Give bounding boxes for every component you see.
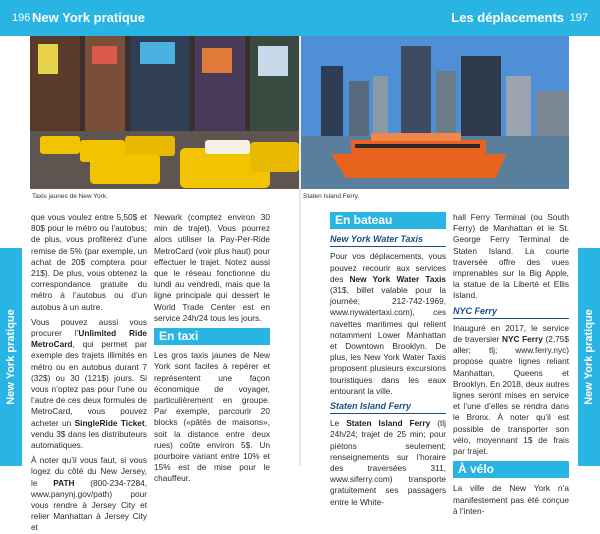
- bike-paragraph: La ville de New York n’a manifestement pas été conçue à l’inten-: [453, 483, 569, 516]
- left-column-2: [154, 212, 270, 484]
- staten-ferry-subheading: Staten Island Ferry: [330, 401, 446, 414]
- water-taxis-subheading: New York Water Taxis: [330, 234, 446, 247]
- right-page-title: Les déplacements: [451, 10, 564, 25]
- newark-paragraph: Newark (comptez environ 30 min de trajet). Vous pourrez alors utiliser la Pay-Per-Ride MetroCard (voir plus haut) pour effectuer le trajet. Notez aussi que le réseau fonctionne du lundi au vendredi, mais que la ligne principale qui dessert le World Trade Center est en service 24h/24 tous les jours.: [154, 212, 270, 323]
- ferry-photo: [301, 36, 569, 189]
- left-side-tab: [0, 248, 22, 466]
- right-side-tab: [578, 248, 600, 466]
- taxi-photo: [30, 36, 299, 189]
- right-side-tab-label: New York pratique: [583, 309, 595, 405]
- staten-ferry-paragraph: Le Staten Island Ferry (tlj 24h/24; trajet de 25 min; pour piétons seulement; renseignements sur l’horaire des traversées 311, www.siferry.com) transporte gratuitement ses passagers entre le White-: [330, 418, 446, 507]
- nyc-ferry-paragraph: Inauguré en 2017, le service de traversier NYC Ferry (2,75$ aller; tlj; www.ferry.nyc) propose quatre lignes reliant Manhattan, Queens et Brooklyn. En 2018, deux autres lignes seront mises en service et l’une d’elles se rendra dans le Bronx. À noter qu’il est possible de transporter son vélo, moyennant 1$ de frais par trajet.: [453, 322, 569, 457]
- page-gutter: [299, 36, 301, 466]
- left-column-1: [31, 212, 148, 533]
- ferry-photo-caption: Staten Island Ferry.: [303, 193, 360, 200]
- right-column-1: [330, 212, 446, 507]
- taxi-photo-caption: Taxis jaunes de New York.: [32, 193, 108, 200]
- path-paragraph: À noter qu’il vous faut, si vous logez du côté du New Jersey, le PATH (800-234-7284, www.panynj.gov/path) pour vous rendre à Jersey City et relier Manhattan à Jersey City et: [31, 455, 148, 533]
- water-taxis-paragraph: Pour vos déplacements, vous pouvez recourir aux services des New York Water Taxis (31$, billet valable pour la journée; 212-742-1969, www.nywatertaxi.com), ces navettes maritimes qui relient notamment Lower Manhattan et Downtown Brooklyn. De plus, les New York Water Taxis proposent plusieurs excursions touristiques dans les eaux entourant la ville.: [330, 251, 446, 396]
- left-page-title: New York pratique: [32, 10, 145, 25]
- taxi-paragraph: Les gros taxis jaunes de New York sont faciles à repérer et représentent une façon économique de voyager, particulièrement en groupe. Par exemple, parcourir 20 blocks («pâtés de maisons», soit la distance entre deux rues) coûte environ 5$. Un pourboire variant entre 10% et 15% est de mise pour le chauffeur.: [154, 350, 270, 484]
- right-column-2: [453, 212, 569, 516]
- boat-section-heading: En bateau: [330, 212, 446, 229]
- right-page-header: [300, 0, 600, 36]
- unlimited-ride-paragraph: Vous pouvez aussi vous procurer l’Unlimited Ride MetroCard, qui permet par exemple des trajets illimités en métro ou en autobus durant 7 (32$) ou 30 (121$) jours. Si vous n’optez pas pour l’une ou l’autre de ces deux formules de MetroCard, vous pouvez acheter un SingleRide Ticket, vendu 3$ dans les distributeurs automatiques.: [31, 316, 147, 451]
- metrocard-paragraph: que vous voulez entre 5,50$ et 80$ pour le métro ou l’autobus; de plus, vous profiterez d’une remise de 5% (par exemple, un achat de 20$ comptera pour 21$). De plus, vous obtenez la correspondance gratuite du métro à l’autobus ou d’un autobus à un autre.: [31, 212, 147, 312]
- taxi-section-heading: En taxi: [154, 328, 270, 345]
- nyc-ferry-subheading: NYC Ferry: [453, 306, 569, 319]
- right-page-number: 197: [569, 12, 588, 24]
- left-page-header: [0, 0, 300, 36]
- whitehall-paragraph: hall Ferry Terminal (ou South Ferry) de Manhattan et le St. George Ferry Terminal de Staten Island. La courte traversée offre des vues imprenables sur la Big Apple, la statue de la Liberté et Ellis Island.: [453, 212, 569, 301]
- bike-section-heading: À vélo: [453, 461, 569, 478]
- left-page-number: 196: [12, 12, 31, 24]
- left-side-tab-label: New York pratique: [5, 309, 17, 405]
